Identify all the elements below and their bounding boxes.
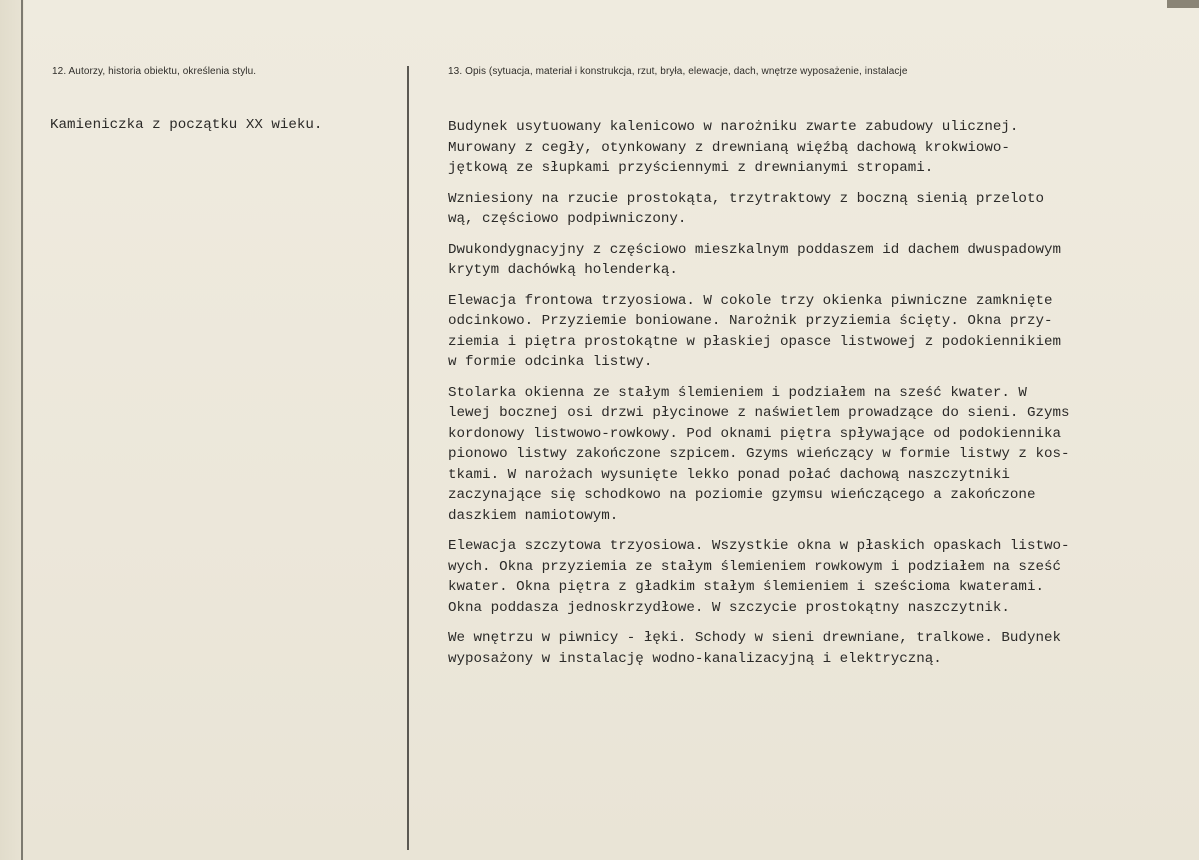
- description-paragraph: [448, 189, 1070, 230]
- column-divider: [407, 66, 409, 850]
- description-paragraph: [448, 628, 1070, 669]
- text-line: Okna poddasza jednoskrzydłowe. W szczycie prostokątny naszczytnik.: [448, 599, 1010, 616]
- left-column-header: 12. Autorzy, historia obiektu, określenia stylu.: [52, 66, 257, 77]
- description-paragraph: [448, 117, 1070, 179]
- text-line: Elewacja frontowa trzyosiowa. W cokole trzy okienka piwniczne zamknięte: [448, 292, 1053, 309]
- text-line: wyposażony w instalację wodno-kanalizacyjną i elektryczną.: [448, 650, 942, 667]
- text-line: kordonowy listwowo-rowkowy. Pod oknami piętra spływające od podokiennika: [448, 425, 1061, 442]
- description-paragraph: [448, 536, 1070, 618]
- text-line: Elewacja szczytowa trzyosiowa. Wszystkie okna w płaskich opaskach listwo-: [448, 538, 1070, 554]
- description-paragraph: [448, 383, 1070, 527]
- right-column-text: [448, 117, 1070, 679]
- text-line: lewej bocznej osi drzwi płycinowe z naświetlem prowadzące do sieni. Gzyms: [448, 405, 1070, 421]
- text-line: krytym dachówką holenderką.: [448, 262, 678, 278]
- text-line: jętkową ze słupkami przyściennymi z drewnianymi stropami.: [448, 160, 934, 176]
- text-line: tkami. W narożach wysunięte lekko ponad połać dachową naszczytniki: [448, 466, 1010, 483]
- text-line: ziemia i piętra prostokątne w płaskiej opasce listwowej z podokiennikiem: [448, 333, 1061, 350]
- text-line: odcinkowo. Przyziemie boniowane. Narożnik przyziemia ścięty. Okna przy-: [448, 313, 1053, 329]
- text-line: w formie odcinka listwy.: [448, 354, 653, 370]
- text-line: pionowo listwy zakończone szpicem. Gzyms wieńczący w formie listwy z kos-: [448, 446, 1070, 462]
- description-paragraph: [448, 240, 1070, 281]
- text-line: Stolarka okienna ze stałym ślemieniem i podziałem na sześć kwater. W: [448, 384, 1027, 401]
- corner-mark: [1167, 0, 1199, 8]
- text-line: Wzniesiony na rzucie prostokąta, trzytraktowy z boczną sienią przeloto: [448, 190, 1044, 207]
- text-line: wych. Okna przyziemia ze stałym ślemieniem rowkowym i podziałem na sześć: [448, 558, 1061, 575]
- text-line: daszkiem namiotowym.: [448, 507, 619, 524]
- left-column-text: Kamieniczka z początku XX wieku.: [50, 117, 323, 133]
- right-column-header: 13. Opis (sytuacja, materiał i konstrukcja, rzut, bryła, elewacje, dach, wnętrze wyposażenie, instalacje: [448, 66, 908, 77]
- text-line: We wnętrzu w piwnicy - łęki. Schody w sieni drewniane, tralkowe. Budynek: [448, 630, 1061, 646]
- text-line: Dwukondygnacyjny z częściowo mieszkalnym poddaszem id dachem dwuspadowym: [448, 241, 1061, 258]
- text-line: zaczynające się schodkowo na poziomie gzymsu wieńczącego a zakończone: [448, 487, 1036, 503]
- text-line: Budynek usytuowany kalenicowo w narożniku zwarte zabudowy ulicznej.: [448, 119, 1019, 135]
- description-paragraph: [448, 291, 1070, 373]
- paper-edge-line: [21, 0, 23, 860]
- text-line: Murowany z cegły, otynkowany z drewnianą więźbą dachową krokwiowo-: [448, 139, 1010, 156]
- text-line: wą, częściowo podpiwniczony.: [448, 211, 687, 227]
- text-line: kwater. Okna piętra z gładkim stałym ślemieniem i sześcioma kwaterami.: [448, 579, 1044, 595]
